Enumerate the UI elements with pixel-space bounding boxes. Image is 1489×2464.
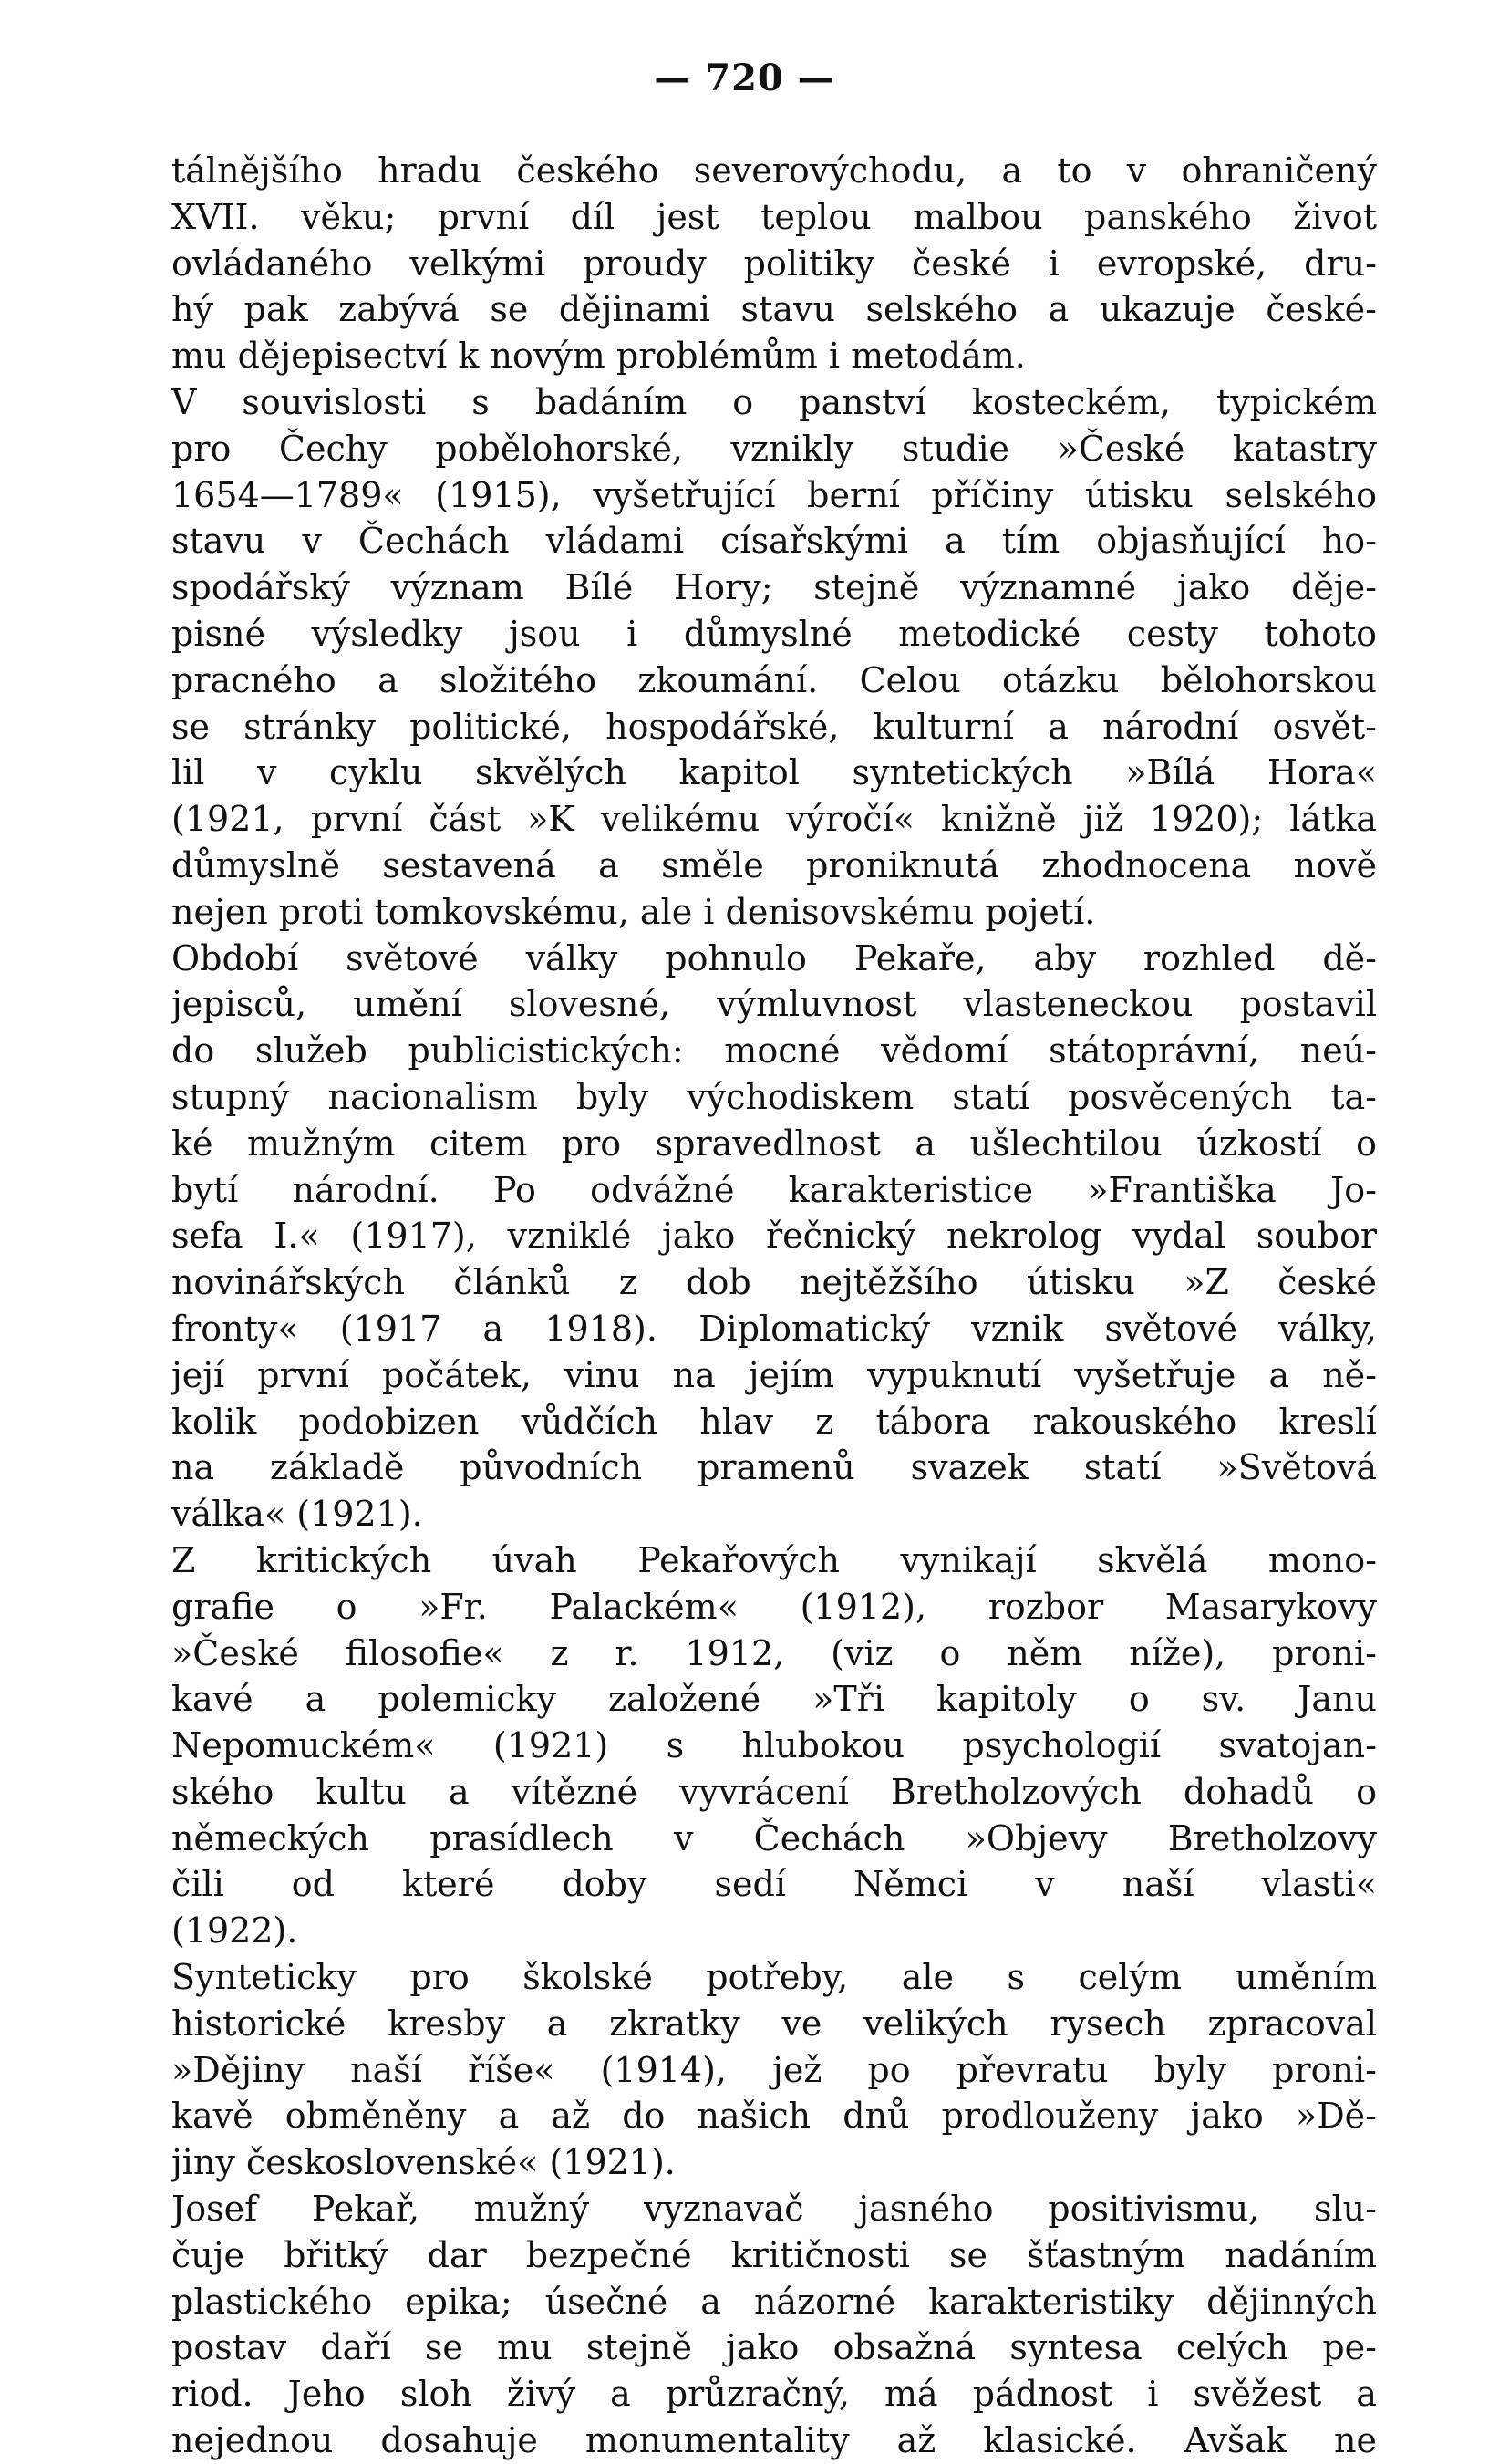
text-line: XVII. věku; první díl jest teplou malbou panského život [171, 196, 1377, 237]
text-line: válka« (1921). [171, 1494, 423, 1535]
text-line: její první počátek, vinu na jejím vypuknutí vyšetřuje a ně- [171, 1354, 1377, 1395]
text-line: hý pak zabývá se dějinami stavu selského a ukazuje české- [171, 289, 1377, 330]
text-line: riod. Jeho sloh živý a průzračný, má pádnost i svěžest a [171, 2374, 1377, 2415]
text-line: kavě obměněny a až do našich dnů prodlouženy jako »Dě- [171, 2096, 1377, 2137]
text-line: nejednou dosahuje monumentality až klasické. Avšak ne [171, 2420, 1377, 2461]
text-line: ovládaného velkými proudy politiky české i evropské, dru- [171, 243, 1377, 284]
text-line: »Dějiny naší říše« (1914), jež po převratu byly proni- [171, 2049, 1377, 2090]
text-line: do služeb publicistických: mocné vědomí státoprávní, neú- [171, 1030, 1377, 1072]
body-text [171, 148, 1377, 2464]
text-line: mu dějepisectví k novým problémům i metodám. [171, 336, 1026, 377]
text-line: čili od které doby sedí Němci v naší vlasti« [171, 1864, 1377, 1905]
text-line: V souvislosti s badáním o panství kosteckém, typickém [171, 381, 1377, 422]
text-line: bytí národní. Po odvážné karakteristice »Františka Jo- [171, 1169, 1377, 1210]
text-line: německých prasídlech v Čechách »Objevy Bretholzovy [171, 1817, 1377, 1858]
text-line: grafie o »Fr. Palackém« (1912), rozbor Masarykovy [171, 1586, 1377, 1627]
text-line: Období světové války pohnulo Pekaře, aby rozhled dě- [171, 937, 1377, 978]
text-line: na základě původních pramenů svazek statí »Světová [171, 1447, 1377, 1488]
text-line: jiny československé« (1921). [171, 2142, 676, 2183]
text-line: (1922). [171, 1910, 298, 1952]
text-line: (1921, první část »K velikému výročí« knižně již 1920); látka [171, 799, 1377, 840]
text-line: historické kresby a zkratky ve velikých rysech zpracoval [171, 2003, 1377, 2044]
text-line: Josef Pekař, mužný vyznavač jasného positivismu, slu- [171, 2189, 1377, 2230]
page-number: — 720 — [654, 57, 835, 99]
text-line: Nepomuckém« (1921) s hlubokou psychologií svatojan- [171, 1725, 1377, 1766]
text-line: jepisců, umění slovesné, výmluvnost vlasteneckou postavil [171, 984, 1377, 1025]
text-line: kolik podobizen vůdčích hlav z tábora rakouského kreslí [171, 1401, 1377, 1442]
text-line: kavé a polemicky založené »Tři kapitoly o sv. Janu [171, 1679, 1377, 1720]
text-line: ského kultu a vítězné vyvrácení Bretholzových dohadů o [171, 1771, 1377, 1812]
text-line: »České filosofie« z r. 1912, (viz o něm níže), proni- [171, 1632, 1377, 1673]
text-line: pisné výsledky jsou i důmyslné metodické cesty tohoto [171, 613, 1377, 654]
text-line: plastického epika; úsečné a názorné karakteristiky dějinných [171, 2281, 1377, 2322]
text-line: důmyslně sestavená a směle proniknutá zhodnocena nově [171, 844, 1377, 885]
text-line: stupný nacionalism byly východiskem statí posvěcených ta- [171, 1076, 1377, 1117]
text-line: ké mužným citem pro spravedlnost a ušlechtilou úzkostí o [171, 1123, 1377, 1164]
text-line: stavu v Čechách vládami císařskými a tím objasňující ho- [171, 521, 1377, 562]
text-line: Synteticky pro školské potřeby, ale s celým uměním [171, 1957, 1377, 1998]
text-line: postav daří se mu stejně jako obsažná syntesa celých pe- [171, 2327, 1377, 2368]
text-line: pro Čechy pobělohorské, vznikly studie »České katastry [171, 428, 1377, 469]
text-line: pracného a složitého zkoumání. Celou otázku bělohorskou [171, 659, 1377, 700]
text-line: se stránky politické, hospodářské, kulturní a národní osvět- [171, 706, 1377, 747]
text-line: spodářský význam Bílé Hory; stejně významné jako děje- [171, 567, 1377, 608]
text-line: nejen proti tomkovskému, ale i denisovskému pojetí. [171, 891, 1096, 932]
text-line: lil v cyklu skvělých kapitol syntetických »Bílá Hora« [171, 752, 1377, 793]
text-line: tálnějšího hradu českého severovýchodu, a to v ohraničený [171, 150, 1377, 191]
text-line: sefa I.« (1917), vzniklé jako řečnický nekrolog vydal soubor [171, 1216, 1377, 1257]
text-line: Z kritických úvah Pekařových vynikají skvělá mono- [171, 1539, 1377, 1580]
text-line: 1654—1789« (1915), vyšetřující berní příčiny útisku selského [171, 474, 1377, 515]
text-line: fronty« (1917 a 1918). Diplomatický vznik světové války, [171, 1308, 1377, 1349]
text-line: čuje břitký dar bezpečné kritičnosti se šťastným nadáním [171, 2234, 1377, 2275]
text-line: novinářských článků z dob nejtěžšího útisku »Z české [171, 1262, 1377, 1303]
